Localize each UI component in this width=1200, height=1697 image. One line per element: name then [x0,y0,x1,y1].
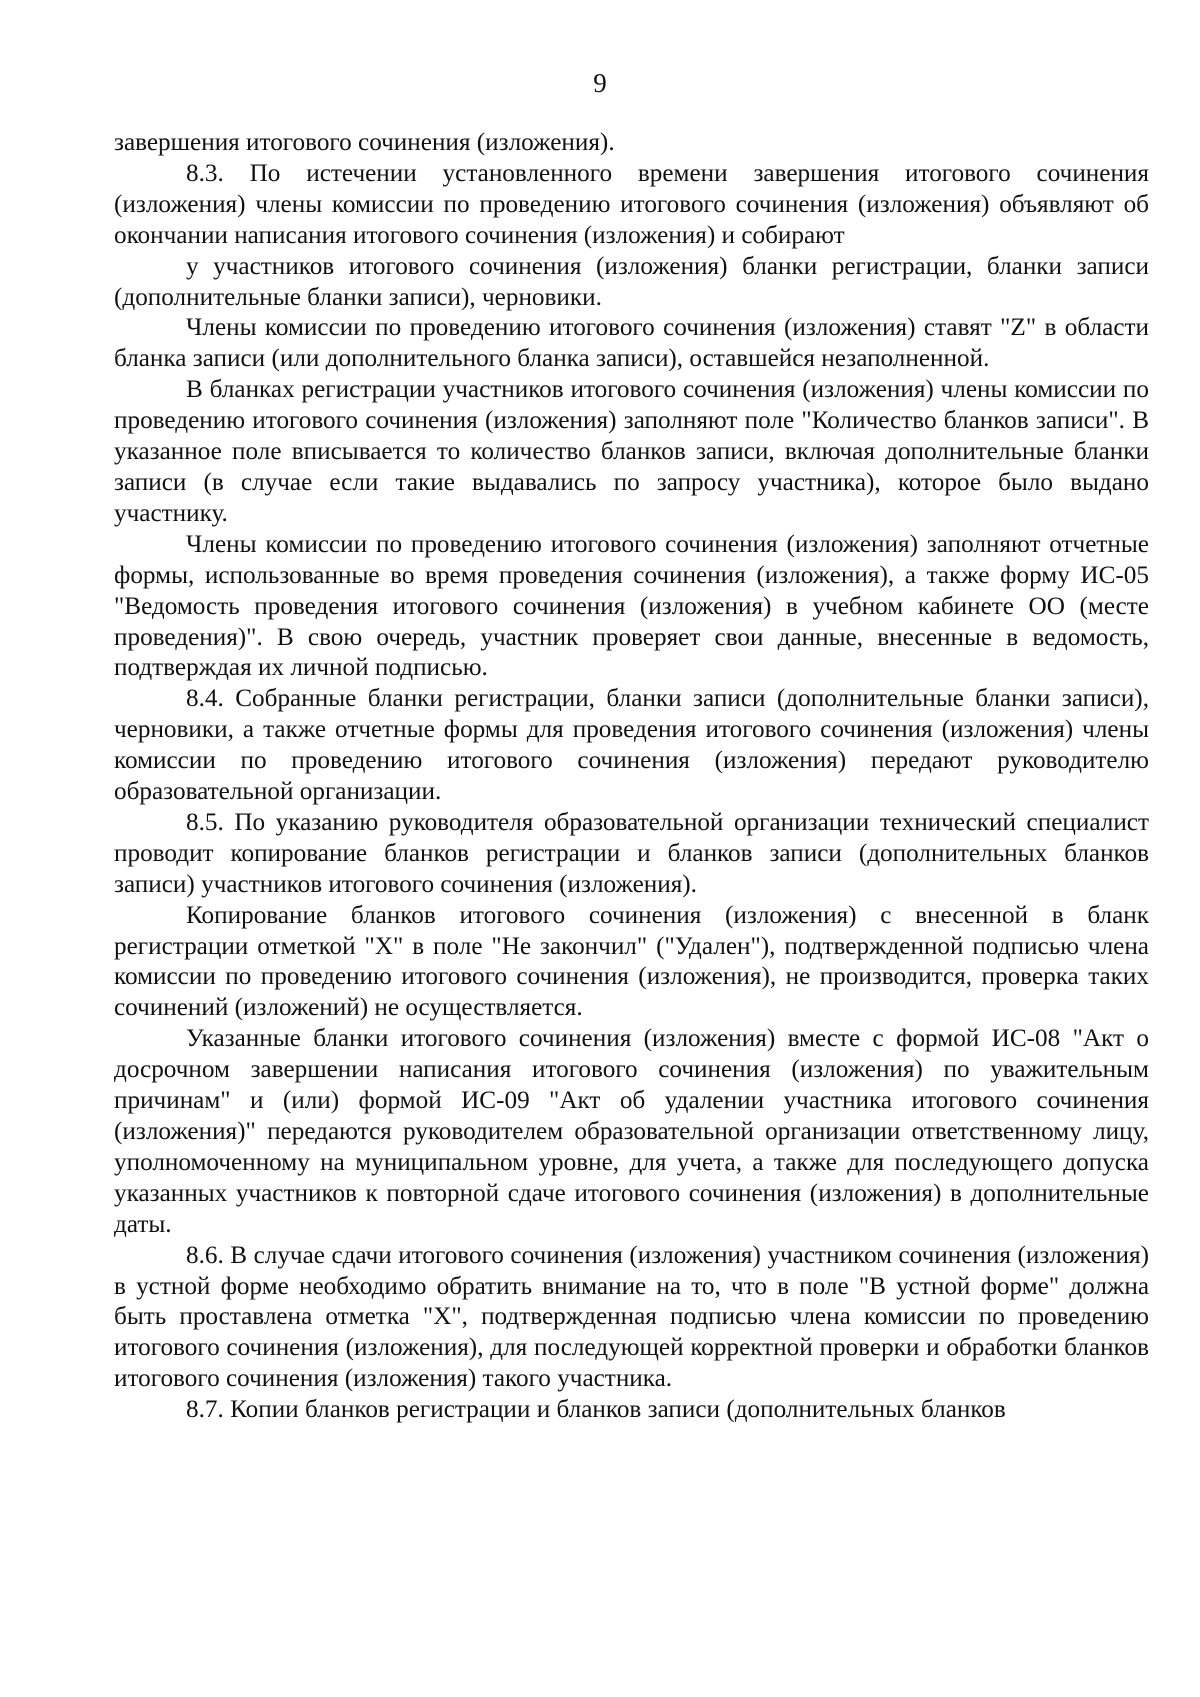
paragraph: 8.4. Собранные бланки регистрации, бланки записи (дополнительные бланки записи), черновики, а также отчетные формы для проведения итогового сочинения (изложения) члены комиссии по проведению итогового сочинения (изложения) передают руководителю образовательной организации. [114,685,1149,806]
paragraph: 8.6. В случае сдачи итогового сочинения (изложения) участником сочинения (изложения) в устной форме необходимо обратить внимание на то, что в поле "В устной форме" должна быть проставлена отметка "X", подтвержденная подписью члена комиссии по проведению итогового сочинения (изложения), для последующей корректной проверки и обработки бланков итогового сочинения (изложения) такого участника. [114,1241,1149,1393]
paragraph: Члены комиссии по проведению итогового сочинения (изложения) ставят "Z" в области бланка записи (или дополнительного бланка записи), оставшейся незаполненной. [114,314,1149,373]
page-number: 9 [593,68,607,98]
paragraph: 8.3. По истечении установленного времени завершения итогового сочинения (изложения) члены комиссии по проведению итогового сочинения (изложения) объявляют об окончании написания итогового сочинения (изложения) и собирают [114,159,1149,249]
paragraph: 8.7. Копии бланков регистрации и бланков записи (дополнительных бланков [186,1396,1006,1424]
paragraph: Копирование бланков итогового сочинения (изложения) с внесенной в бланк регистрации отметкой "X" в поле "Не закончил" ("Удален"), подтвержденной подписью члена комиссии по проведению итогового сочинения (изложения), не производится, проверка таких сочинений (изложений) не осуществляется. [114,901,1149,1022]
body-text [114,128,1149,1426]
paragraph: у участников итогового сочинения (изложения) бланки регистрации, бланки записи (дополнительные бланки записи), черновики. [114,252,1149,311]
paragraph: Члены комиссии по проведению итогового сочинения (изложения) заполняют отчетные формы, использованные во время проведения сочинения (изложения), а также форму ИС-05 "Ведомость проведения итогового сочинения (изложения) в учебном кабинете ОО (месте проведения)". В свою очередь, участник проверяет свои данные, внесенные в ведомость, подтверждая их личной подписью. [114,530,1149,682]
paragraph: завершения итогового сочинения (изложения). [114,129,615,156]
paragraph: 8.5. По указанию руководителя образовательной организации технический специалист проводит копирование бланков регистрации и бланков записи (дополнительных бланков записи) участников итогового сочинения (изложения). [114,808,1149,898]
paragraph: Указанные бланки итогового сочинения (изложения) вместе с формой ИС-08 "Акт о досрочном завершении написания итогового сочинения (изложения) по уважительным причинам" и (или) формой ИС-09 "Акт об удалении участника итогового сочинения (изложения)" передаются руководителем образовательной организации ответственному лицу, уполномоченному на муниципальном уровне, для учета, а также для последующего допуска указанных участников к повторной сдаче итогового сочинения (изложения) в дополнительные даты. [114,1025,1149,1238]
paragraph: В бланках регистрации участников итогового сочинения (изложения) члены комиссии по проведению итогового сочинения (изложения) заполняют поле "Количество бланков записи". В указанное поле вписывается то количество бланков записи, включая дополнительные бланки записи (в случае если такие выдавались по запросу участника), которое было выдано участнику. [114,376,1149,527]
